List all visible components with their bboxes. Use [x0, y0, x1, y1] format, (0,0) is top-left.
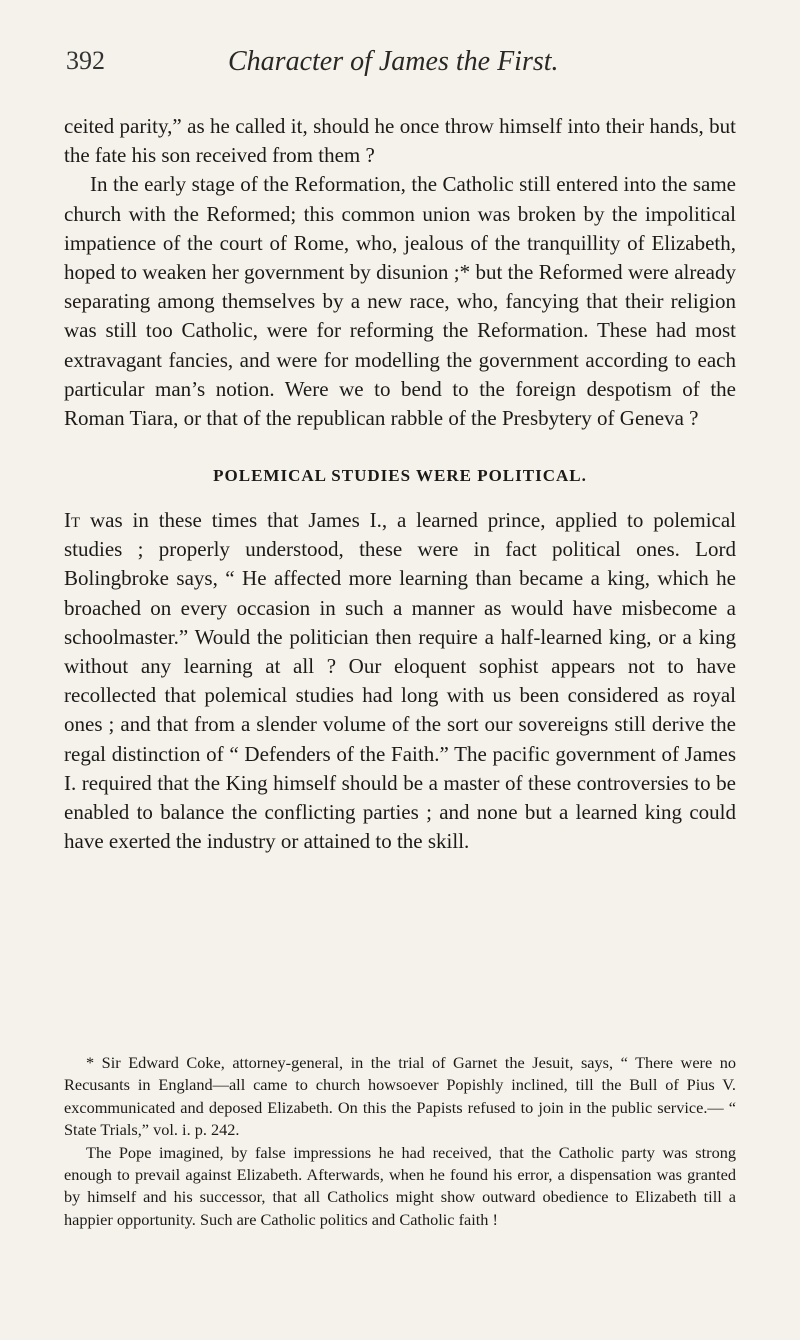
page-number: 392 — [66, 46, 105, 75]
body-text — [64, 112, 736, 433]
running-head — [66, 46, 726, 86]
footnote-coke: * Sir Edward Coke, attorney-general, in the trial of Garnet the Jesuit, says, “ There were no Recusants in England—all came to church howsoever Popishly inclined, till the Bull of Pius V. excommunicated and deposed Elizabeth. On this the Papists refused to join in the public service.— “ State Trials,” vol. i. p. 242. — [64, 1053, 736, 1140]
footnote-pope: The Pope imagined, by false impressions he had received, that the Catholic party was strong enough to prevail against Elizabeth. Afterwards, when he found his error, a dispensation was granted by himself and his successor, that all Catholics might show outward obedience to Elizabeth till a happier opportunity. Such are Catholic politics and Catholic faith ! — [64, 1142, 736, 1229]
running-title: Character of James the First. — [228, 46, 559, 77]
section-text — [64, 506, 736, 856]
paragraph-polemical-studies — [64, 506, 736, 856]
paragraph-reformation: In the early stage of the Reformation, the Catholic still entered into the same church with the Reformed; this common union was broken by the impolitical impatience of the court of Rome, who, jealous of the tranquillity of Elizabeth, hoped to weaken her government by disunion ;* but the Reformed were already separating among themselves by a new race, who, fancying that their religion was still too Catholic, were for reforming the Reformation. These had most extravagant fancies, and were for modelling the government according to each particular man’s notion. Were we to bend to the foreign despotism of the Roman Tiara, or that of the republican rabble of the Presbytery of Geneva ? — [64, 172, 736, 431]
section-heading: POLEMICAL STUDIES WERE POLITICAL. — [213, 466, 587, 485]
paragraph-continuation: ceited parity,” as he called it, should he once throw himself into their hands, but the fate his son received from them ? — [64, 114, 736, 168]
paragraph-polemical-body: was in these times that James I., a learned prince, applied to polemical studies ; properly understood, these were in fact political ones. Lord Bolingbroke says, “ He affected more learning than became a king, which he broached on every occasion in such a manner as would have misbecome a schoolmaster.” Would the politician then require a half-learned king, or a king without any learning at all ? Our eloquent sophist appears not to have recollected that polemical studies had long with us been considered as royal ones ; and that from a slender volume of the sort our sovereigns still derive the regal distinction of “ Defenders of the Faith.” The pacific government of James I. required that the King himself should be a master of these controversies to be enabled to balance the conflicting parties ; and none but a learned king could have exerted the industry or attained to the skill. — [64, 508, 737, 854]
footnotes — [64, 1052, 736, 1231]
drop-word: It — [64, 508, 81, 532]
